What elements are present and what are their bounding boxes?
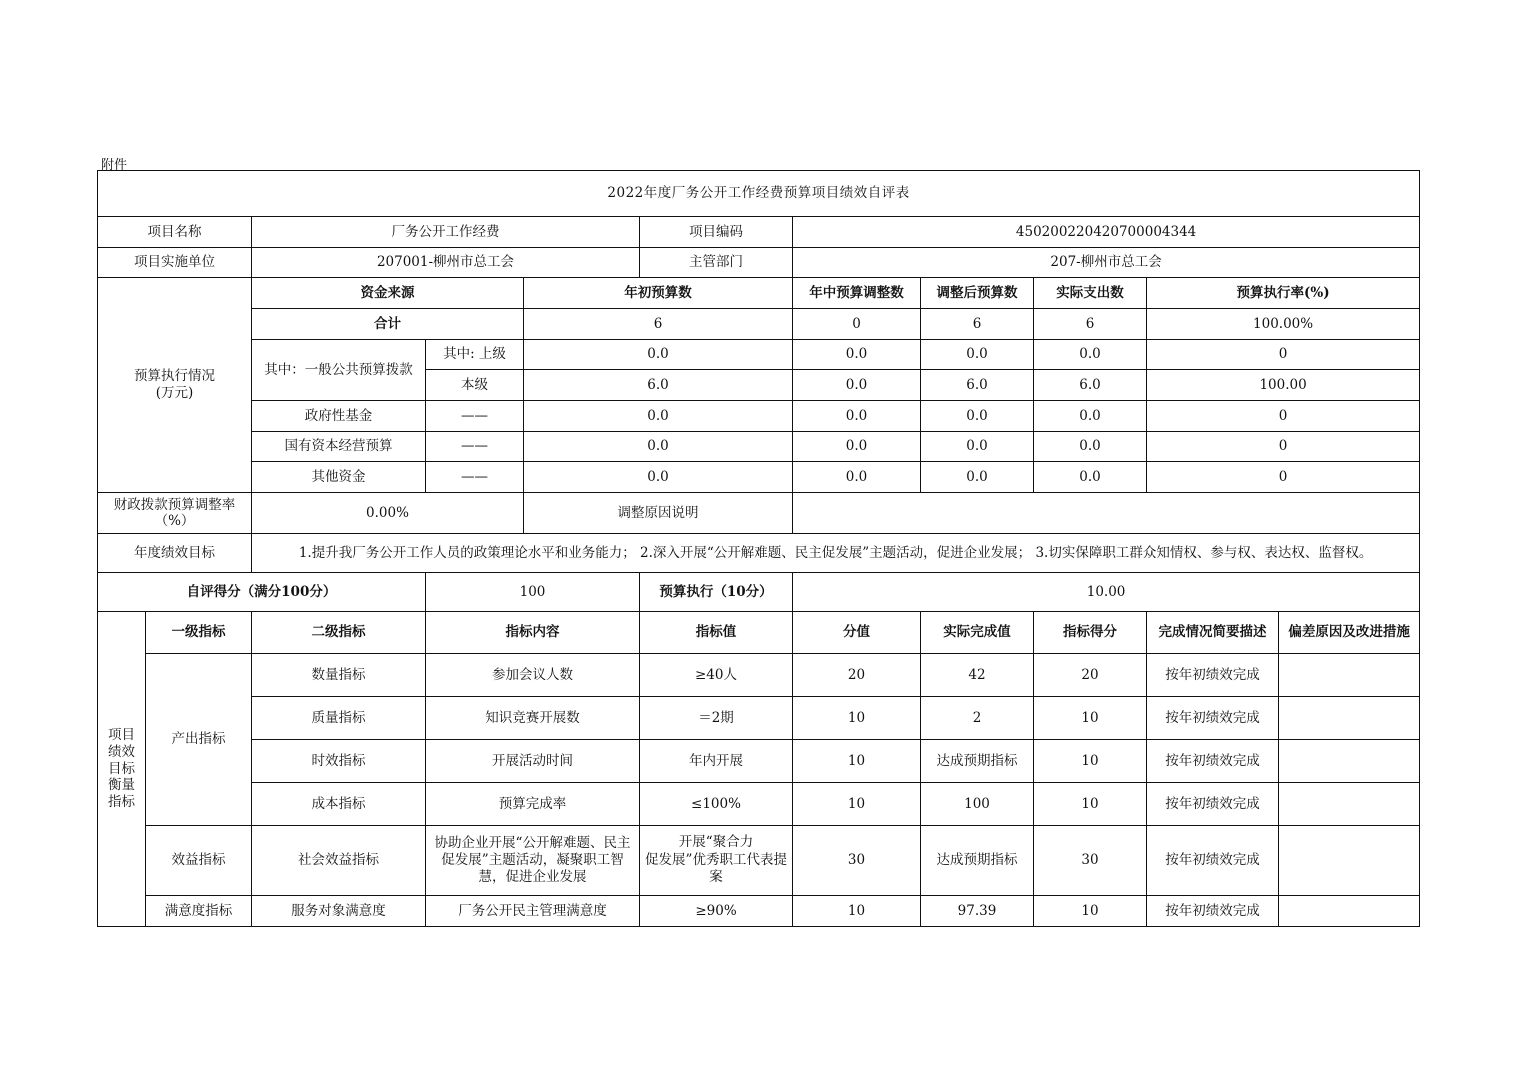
benefit-indicator-label: 效益指标 xyxy=(146,826,252,896)
other-funds-after: 0.0 xyxy=(921,462,1034,493)
total-label: 合计 xyxy=(252,309,524,340)
header-adjusted-budget: 调整后预算数 xyxy=(921,278,1034,309)
local-level-label: 本级 xyxy=(426,370,524,401)
completion-desc: 按年初绩效完成 xyxy=(1147,783,1279,826)
project-name-label: 项目名称 xyxy=(98,217,252,248)
budget-exec-score-value: 10.00 xyxy=(793,573,1420,612)
header-level2-indicator: 二级指标 xyxy=(252,612,426,654)
local-after: 6.0 xyxy=(921,370,1034,401)
indicator-value: ≥40人 xyxy=(640,654,793,697)
indicator-value: 年内开展 xyxy=(640,740,793,783)
table-row xyxy=(98,697,1420,740)
deviation-reason xyxy=(1279,740,1420,783)
completion-desc: 按年初绩效完成 xyxy=(1147,826,1279,896)
upper-adjust: 0.0 xyxy=(793,340,921,370)
indicator-actual: 100 xyxy=(921,783,1034,826)
indicator-value: ＝2期 xyxy=(640,697,793,740)
completion-desc: 按年初绩效完成 xyxy=(1147,654,1279,697)
table-row xyxy=(98,896,1420,927)
indicator-value: ≥90% xyxy=(640,896,793,927)
header-actual-expenditure: 实际支出数 xyxy=(1034,278,1147,309)
general-public-budget-label: 其中：一般公共预算拨款 xyxy=(252,340,426,401)
attachment-label: 附件 xyxy=(101,158,128,173)
indicator-got: 20 xyxy=(1034,654,1147,697)
table-row xyxy=(98,654,1420,697)
level2-indicator: 社会效益指标 xyxy=(252,826,426,896)
indicator-actual: 达成预期指标 xyxy=(921,740,1034,783)
indicator-content: 知识竞赛开展数 xyxy=(426,697,640,740)
header-completion-desc: 完成情况简要描述 xyxy=(1147,612,1279,654)
indicator-got: 10 xyxy=(1034,740,1147,783)
indicator-content: 厂务公开民主管理满意度 xyxy=(426,896,640,927)
gov-fund-adjust: 0.0 xyxy=(793,401,921,432)
total-after: 6 xyxy=(921,309,1034,340)
gov-fund-label: 政府性基金 xyxy=(252,401,426,432)
total-initial: 6 xyxy=(524,309,793,340)
header-indicator-value: 指标值 xyxy=(640,612,793,654)
upper-level-label: 其中: 上级 xyxy=(426,340,524,370)
metrics-side-label: 项目 绩效 目标 衡量 指标 xyxy=(98,612,146,927)
output-indicator-label: 产出指标 xyxy=(146,654,252,826)
project-code-value: 450200220420700004344 xyxy=(793,217,1420,248)
self-score-value: 100 xyxy=(426,573,640,612)
adjust-rate-label: 财政拨款预算调整率 （%） xyxy=(98,493,252,534)
project-code-label: 项目编码 xyxy=(640,217,793,248)
deviation-reason xyxy=(1279,783,1420,826)
indicator-score-value: 10 xyxy=(793,783,921,826)
deviation-reason xyxy=(1279,654,1420,697)
indicator-got: 10 xyxy=(1034,697,1147,740)
other-funds-initial: 0.0 xyxy=(524,462,793,493)
indicator-content: 参加会议人数 xyxy=(426,654,640,697)
indicator-score-value: 10 xyxy=(793,896,921,927)
indicator-score-value: 20 xyxy=(793,654,921,697)
completion-desc: 按年初绩效完成 xyxy=(1147,697,1279,740)
gov-fund-rate: 0 xyxy=(1147,401,1420,432)
completion-desc: 按年初绩效完成 xyxy=(1147,740,1279,783)
level2-indicator: 数量指标 xyxy=(252,654,426,697)
state-capital-actual: 0.0 xyxy=(1034,432,1147,462)
gov-fund-initial: 0.0 xyxy=(524,401,793,432)
adjust-rate-value: 0.00% xyxy=(252,493,524,534)
level2-indicator: 服务对象满意度 xyxy=(252,896,426,927)
state-capital-adjust: 0.0 xyxy=(793,432,921,462)
gov-fund-dash: —— xyxy=(426,401,524,432)
level2-indicator: 质量指标 xyxy=(252,697,426,740)
table-row xyxy=(98,783,1420,826)
header-deviation-reason: 偏差原因及改进措施 xyxy=(1279,612,1420,654)
other-funds-rate: 0 xyxy=(1147,462,1420,493)
local-initial: 6.0 xyxy=(524,370,793,401)
state-capital-label: 国有资本经营预算 xyxy=(252,432,426,462)
other-funds-actual: 0.0 xyxy=(1034,462,1147,493)
annual-goal-label: 年度绩效目标 xyxy=(98,534,252,573)
header-level1-indicator: 一级指标 xyxy=(146,612,252,654)
gov-fund-actual: 0.0 xyxy=(1034,401,1147,432)
indicator-got: 10 xyxy=(1034,896,1147,927)
total-rate: 100.00% xyxy=(1147,309,1420,340)
supervising-dept-value: 207-柳州市总工会 xyxy=(793,248,1420,278)
self-score-label: 自评得分（满分100分） xyxy=(98,573,426,612)
indicator-actual: 97.39 xyxy=(921,896,1034,927)
indicator-actual: 2 xyxy=(921,697,1034,740)
other-funds-adjust: 0.0 xyxy=(793,462,921,493)
header-execution-rate: 预算执行率(%) xyxy=(1147,278,1420,309)
adjust-reason-label: 调整原因说明 xyxy=(524,493,793,534)
table-row xyxy=(98,740,1420,783)
local-actual: 6.0 xyxy=(1034,370,1147,401)
local-rate: 100.00 xyxy=(1147,370,1420,401)
state-capital-dash: —— xyxy=(426,432,524,462)
annual-goal-text: 1.提升我厂务公开工作人员的政策理论水平和业务能力； 2.深入开展“公开解难题、民主促发展”主题活动，促进企业发展； 3.切实保障职工群众知情权、参与权、表达权、监督权。 xyxy=(252,534,1420,573)
deviation-reason xyxy=(1279,826,1420,896)
local-adjust: 0.0 xyxy=(793,370,921,401)
header-initial-budget: 年初预算数 xyxy=(524,278,793,309)
satisfaction-indicator-label: 满意度指标 xyxy=(146,896,252,927)
implementing-unit-value: 207001-柳州市总工会 xyxy=(252,248,640,278)
indicator-score-value: 30 xyxy=(793,826,921,896)
budget-section-label: 预算执行情况 (万元) xyxy=(98,278,252,493)
upper-rate: 0 xyxy=(1147,340,1420,370)
indicator-value: ≤100% xyxy=(640,783,793,826)
indicator-got: 10 xyxy=(1034,783,1147,826)
upper-initial: 0.0 xyxy=(524,340,793,370)
header-indicator-score: 指标得分 xyxy=(1034,612,1147,654)
upper-after: 0.0 xyxy=(921,340,1034,370)
state-capital-rate: 0 xyxy=(1147,432,1420,462)
adjust-reason-value xyxy=(793,493,1420,534)
table-row xyxy=(98,826,1420,896)
supervising-dept-label: 主管部门 xyxy=(640,248,793,278)
state-capital-after: 0.0 xyxy=(921,432,1034,462)
indicator-actual: 42 xyxy=(921,654,1034,697)
performance-evaluation-table xyxy=(97,170,1420,927)
total-adjust: 0 xyxy=(793,309,921,340)
completion-desc: 按年初绩效完成 xyxy=(1147,896,1279,927)
other-funds-dash: —— xyxy=(426,462,524,493)
upper-actual: 0.0 xyxy=(1034,340,1147,370)
implementing-unit-label: 项目实施单位 xyxy=(98,248,252,278)
project-name-value: 厂务公开工作经费 xyxy=(252,217,640,248)
indicator-value: 开展“聚合力 促发展”优秀职工代表提案 xyxy=(640,826,793,896)
indicator-content: 预算完成率 xyxy=(426,783,640,826)
header-actual-value: 实际完成值 xyxy=(921,612,1034,654)
indicator-score-value: 10 xyxy=(793,740,921,783)
indicator-content: 协助企业开展“公开解难题、民主促发展”主题活动，凝聚职工智慧，促进企业发展 xyxy=(426,826,640,896)
deviation-reason xyxy=(1279,896,1420,927)
other-funds-label: 其他资金 xyxy=(252,462,426,493)
indicator-got: 30 xyxy=(1034,826,1147,896)
gov-fund-after: 0.0 xyxy=(921,401,1034,432)
deviation-reason xyxy=(1279,697,1420,740)
indicator-content: 开展活动时间 xyxy=(426,740,640,783)
header-midyear-adjustment: 年中预算调整数 xyxy=(793,278,921,309)
header-indicator-content: 指标内容 xyxy=(426,612,640,654)
level2-indicator: 时效指标 xyxy=(252,740,426,783)
total-actual: 6 xyxy=(1034,309,1147,340)
header-score: 分值 xyxy=(793,612,921,654)
page-title: 2022年度厂务公开工作经费预算项目绩效自评表 xyxy=(98,171,1420,217)
budget-exec-score-label: 预算执行（10分） xyxy=(640,573,793,612)
state-capital-initial: 0.0 xyxy=(524,432,793,462)
header-funding-source: 资金来源 xyxy=(252,278,524,309)
indicator-actual: 达成预期指标 xyxy=(921,826,1034,896)
indicator-score-value: 10 xyxy=(793,697,921,740)
level2-indicator: 成本指标 xyxy=(252,783,426,826)
